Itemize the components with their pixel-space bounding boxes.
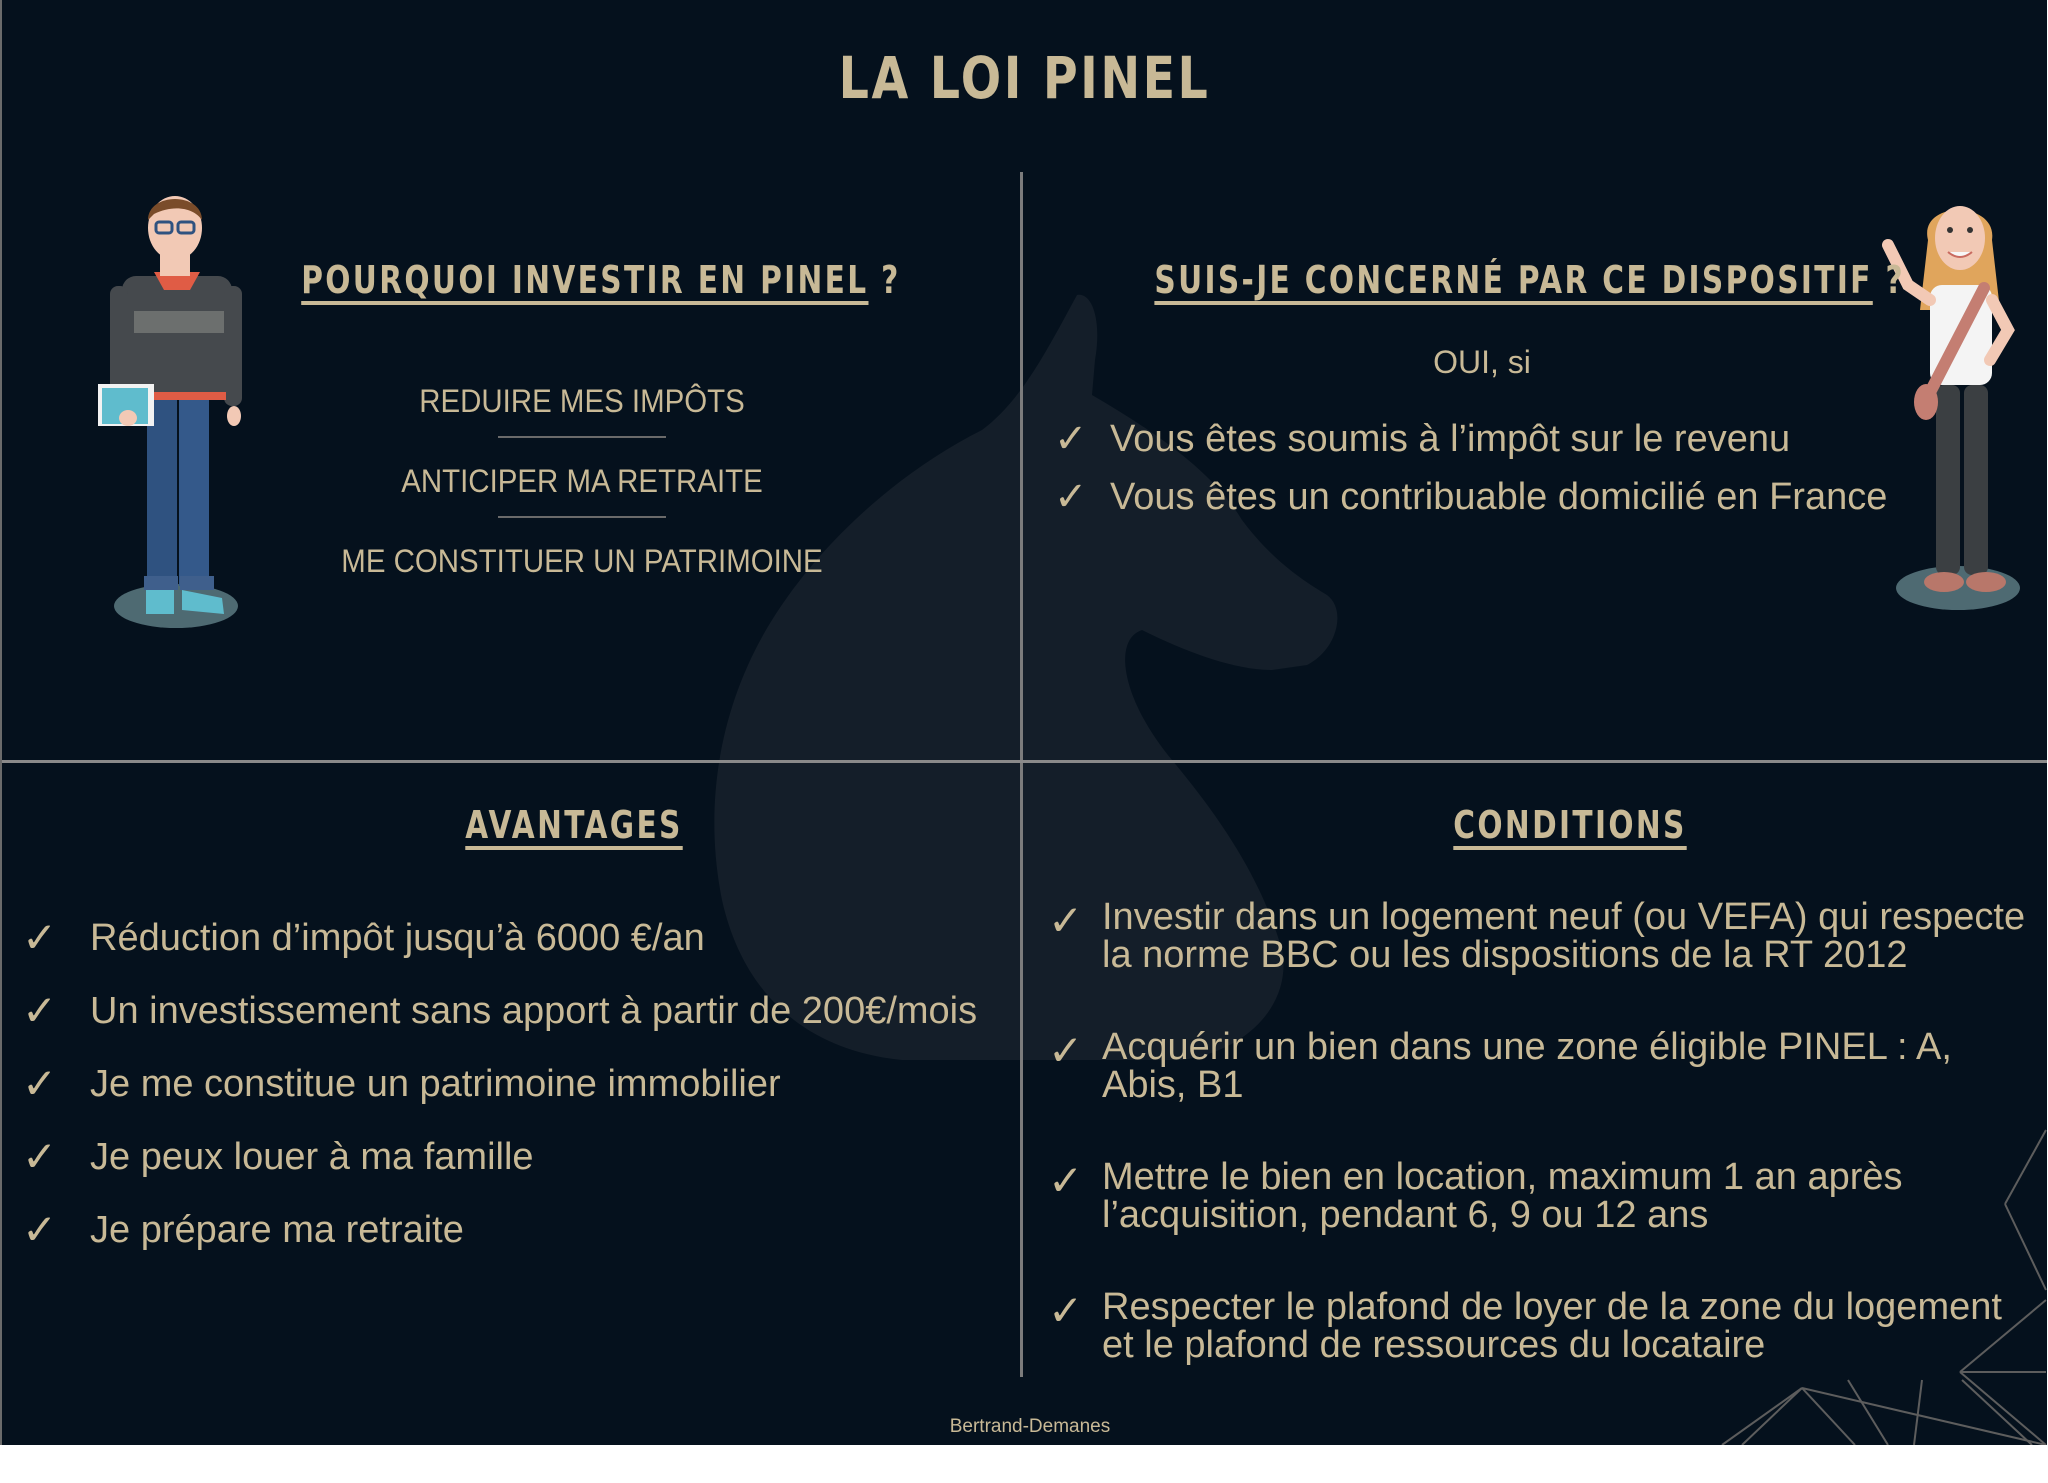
check-icon: ✓	[22, 1205, 58, 1254]
check-icon: ✓	[1048, 1156, 1084, 1205]
vertical-divider	[1020, 172, 1023, 1377]
check-icon: ✓	[22, 1132, 58, 1181]
check-icon: ✓	[1054, 474, 1088, 520]
list-item: ✓ Respecter le plafond de loyer de la zone du logement et le plafond de ressources du locataire	[1048, 1286, 2002, 1366]
advantages-list	[22, 908, 977, 1273]
conditions-list	[1048, 898, 2042, 1418]
man-character-illustration	[94, 186, 244, 631]
item-separator	[498, 516, 666, 518]
check-icon: ✓	[1048, 1026, 1084, 1075]
check-icon: ✓	[22, 1059, 58, 1108]
list-item: ✓ Investir dans un logement neuf (ou VEFA) qui respecte la norme BBC ou les dispositions de la RT 2012	[1048, 896, 2026, 976]
eligibility-intro: OUI, si	[1433, 344, 1531, 380]
check-icon: ✓	[1054, 416, 1088, 462]
why-invest-item: REDUIRE MES IMPÔTS	[419, 383, 745, 419]
advantages-heading: AVANTAGES	[465, 803, 683, 847]
eligibility-list	[1054, 410, 1887, 526]
check-icon: ✓	[22, 913, 58, 962]
why-invest-item: ANTICIPER MA RETRAITE	[401, 463, 763, 499]
check-icon: ✓	[1048, 1286, 1084, 1335]
why-invest-item: ME CONSTITUER UN PATRIMOINE	[341, 543, 823, 579]
eligibility-heading: SUIS-JE CONCERNÉ PAR CE DISPOSITIF ?	[1154, 258, 1905, 302]
why-invest-heading: POURQUOI INVESTIR EN PINEL ?	[301, 258, 901, 302]
check-icon: ✓	[22, 986, 58, 1035]
why-invest-list	[292, 376, 872, 604]
conditions-heading: CONDITIONS	[1453, 803, 1687, 847]
woman-character-illustration	[1868, 190, 2038, 615]
list-item: ✓ Mettre le bien en location, maximum 1 an après l’acquisition, pendant 6, 9 ou 12 ans	[1048, 1156, 1903, 1236]
page-title: LA LOI PINEL	[838, 44, 1211, 112]
item-separator	[498, 436, 666, 438]
check-icon: ✓	[1048, 896, 1084, 945]
list-item: ✓ Réduction d’impôt jusqu’à 6000 €/an	[22, 908, 977, 981]
list-item: ✓ Acquérir un bien dans une zone éligible PINEL : A, Abis, B1	[1048, 1026, 1952, 1106]
list-item: ✓ Je me constitue un patrimoine immobilier	[22, 1054, 977, 1127]
footer-credit: Bertrand-Demanes	[949, 1416, 1111, 1437]
horizontal-divider	[2, 760, 2047, 763]
list-item: ✓ Vous êtes soumis à l’impôt sur le revenu	[1054, 410, 1887, 468]
list-item: ✓ Je prépare ma retraite	[22, 1200, 977, 1273]
list-item: ✓ Je peux louer à ma famille	[22, 1127, 977, 1200]
list-item: ✓ Un investissement sans apport à partir de 200€/mois	[22, 981, 977, 1054]
list-item: ✓ Vous êtes un contribuable domicilié en France	[1054, 468, 1887, 526]
